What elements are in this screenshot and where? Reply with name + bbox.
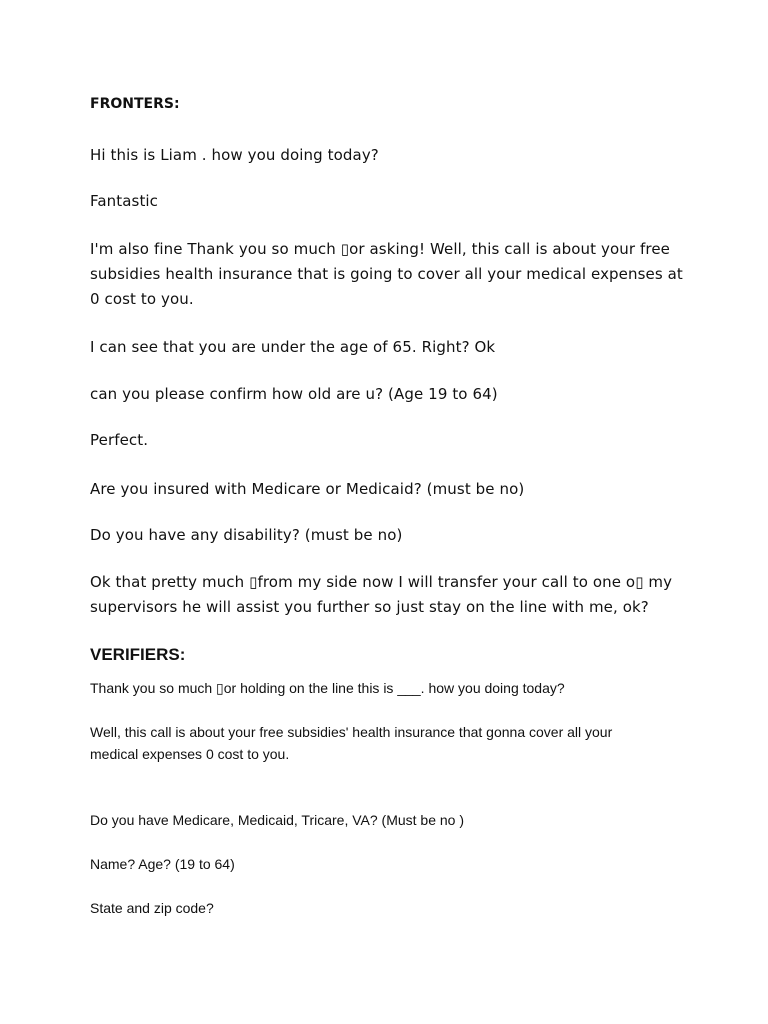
fronters-line-intro: I'm also fine Thank you so much ▯or asking! Well, this call is about your free subsidies health insurance that is going to cover all your medical expenses at 0 cost to you. bbox=[90, 240, 683, 308]
fronters-line-medicare: Are you insured with Medicare or Medicaid? (must be no) bbox=[90, 480, 525, 498]
verifiers-line-greeting: Thank you so much ▯or holding on the line this is ___. how you doing today? bbox=[90, 680, 565, 696]
verifiers-heading: VERIFIERS: bbox=[90, 645, 186, 664]
verifiers-line-state-zip: State and zip code? bbox=[90, 900, 214, 916]
fronters-line-fantastic: Fantastic bbox=[90, 192, 159, 210]
fronters-heading: FRONTERS: bbox=[90, 96, 180, 112]
fronters-line-transfer: Ok that pretty much ▯from my side now I will transfer your call to one o▯ my supervisors he will assist you further so just stay on the line with me, ok? bbox=[90, 573, 673, 616]
fronters-line-age-check: I can see that you are under the age of 65. Right? Ok bbox=[90, 338, 496, 356]
verifiers-line-intro: Well, this call is about your free subsidies' health insurance that gonna cover all your medical expenses 0 cost to you. bbox=[90, 724, 613, 762]
fronters-line-confirm-age: can you please confirm how old are u? (Age 19 to 64) bbox=[90, 385, 498, 403]
verifiers-line-medicare: Do you have Medicare, Medicaid, Tricare, VA? (Must be no ) bbox=[90, 812, 465, 828]
fronters-line-perfect: Perfect. bbox=[90, 431, 149, 449]
fronters-line-greeting: Hi this is Liam . how you doing today? bbox=[90, 146, 379, 164]
verifiers-line-name-age: Name? Age? (19 to 64) bbox=[90, 856, 235, 872]
fronters-line-disability: Do you have any disability? (must be no) bbox=[90, 526, 403, 544]
